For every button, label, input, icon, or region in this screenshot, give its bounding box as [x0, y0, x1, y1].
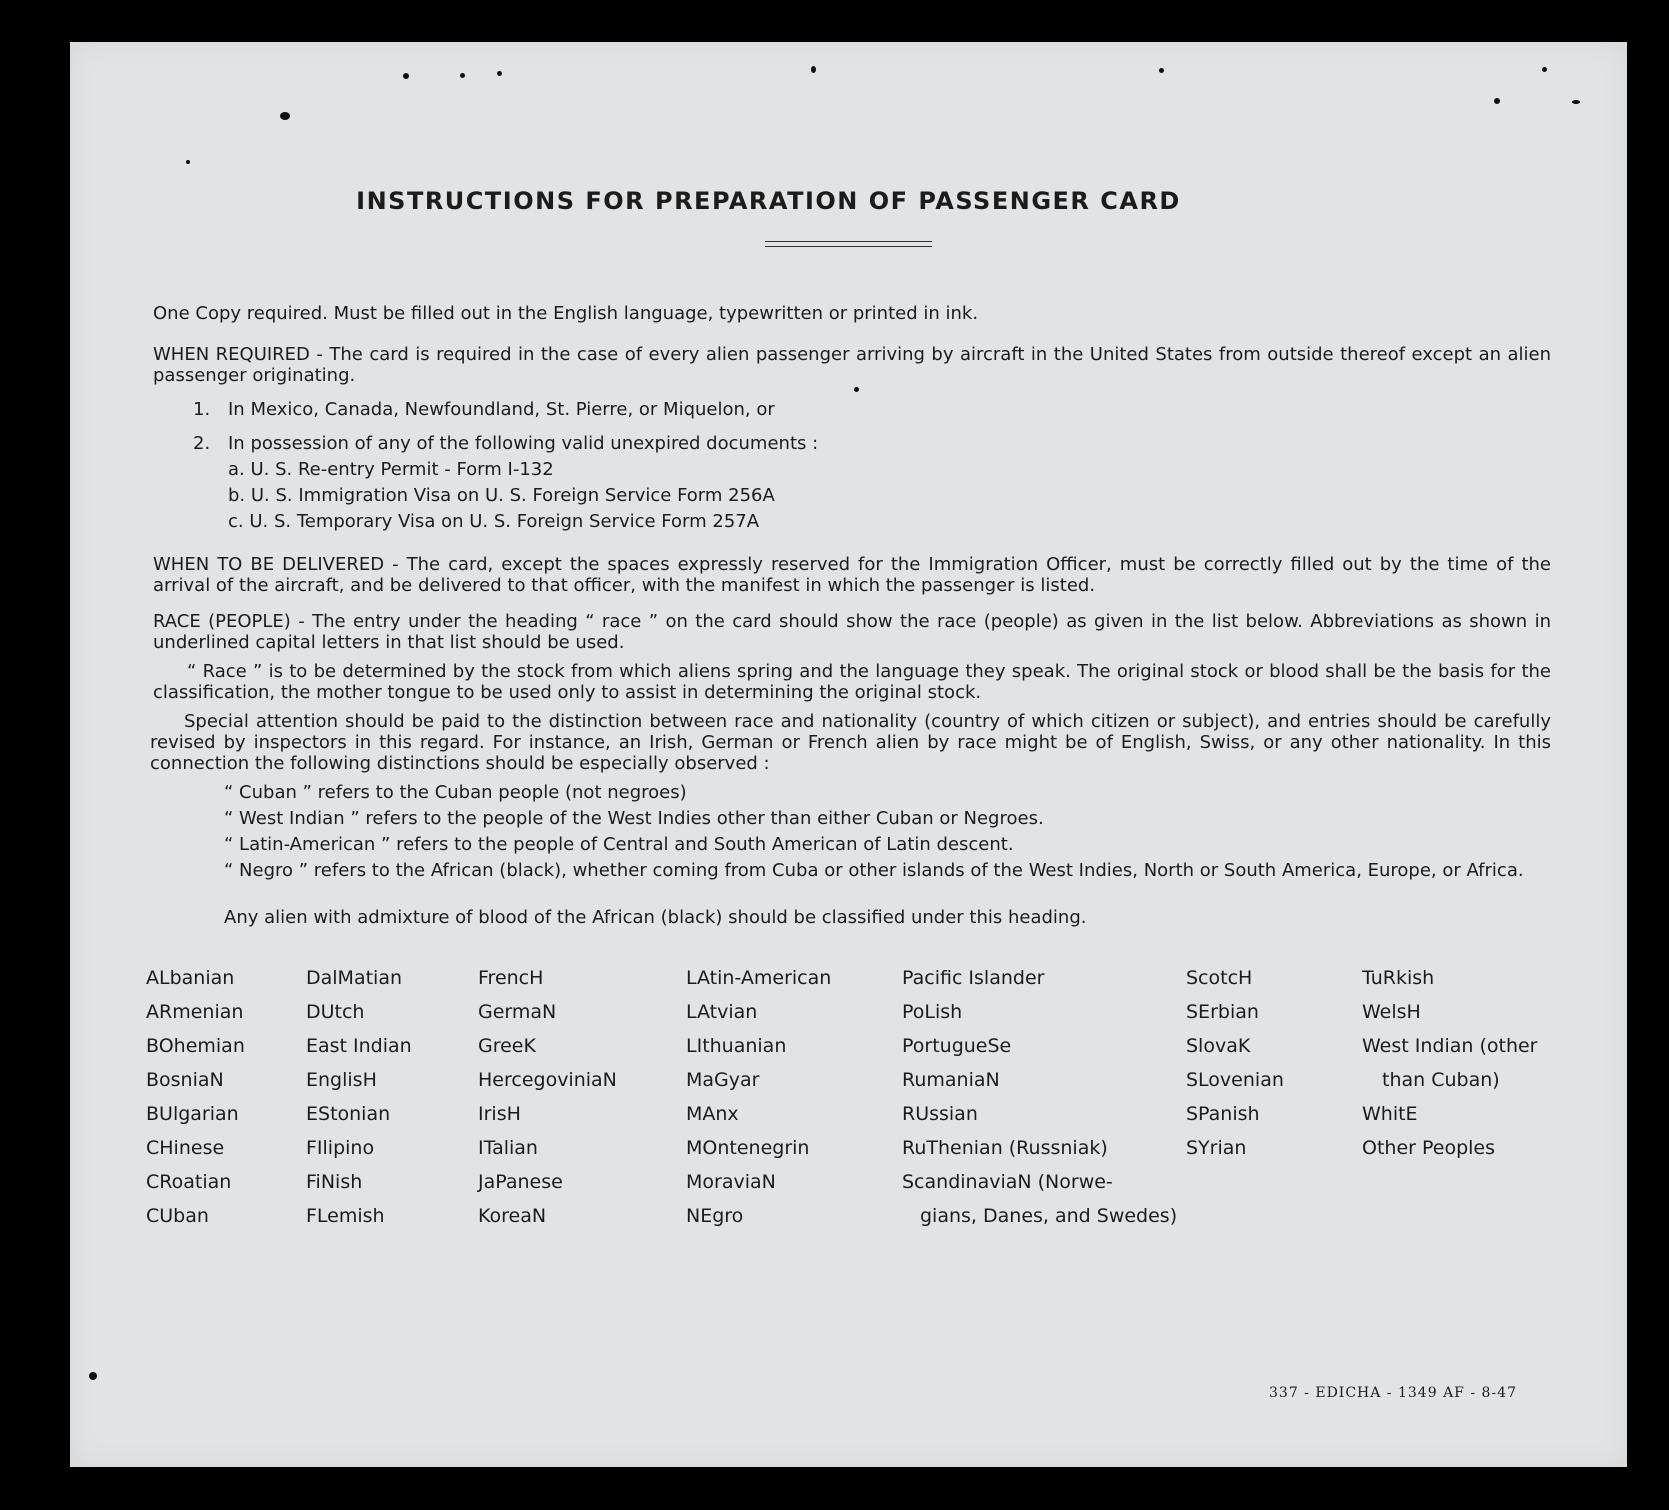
race-item: EStonian — [306, 1103, 391, 1125]
definition-west-indian: “ West Indian ” refers to the people of the West Indies other than either Cuban or Negroes. — [224, 808, 1044, 829]
race-item: than Cuban) — [1382, 1069, 1500, 1091]
sub-item: c. U. S. Temporary Visa on U. S. Foreign Service Form 257A — [228, 511, 760, 532]
race-item: IrisH — [478, 1103, 521, 1125]
race-item: FrencH — [478, 967, 544, 989]
admixture-note: Any alien with admixture of blood of the African (black) should be classified under this heading. — [224, 907, 1087, 928]
definition-negro: “ Negro ” refers to the African (black), whether coming from Cuba or other islands of the West Indies, North or South America, Europe, or Africa. — [224, 860, 1524, 881]
race-item: NEgro — [686, 1205, 744, 1227]
race-determined-paragraph: “ Race ” is to be determined by the stock from which aliens spring and the language they speak. The original stock or blood shall be the basis for the classification, the mother tongue to be used only to assist in determining the original stock. — [153, 661, 1551, 703]
sub-item: a. U. S. Re-entry Permit - Form I-132 — [228, 459, 554, 480]
race-item: MoraviaN — [686, 1171, 776, 1193]
sub-item: b. U. S. Immigration Visa on U. S. Foreign Service Form 256A — [228, 485, 775, 506]
race-column-2 — [306, 966, 412, 1238]
race-item: ARmenian — [146, 1001, 244, 1023]
race-item: SlovaK — [1186, 1035, 1251, 1057]
race-item: BUlgarian — [146, 1103, 239, 1125]
race-item: SErbian — [1186, 1001, 1259, 1023]
race-item: ScandinaviaN (Norwe- — [902, 1171, 1113, 1193]
race-item: PoLish — [902, 1001, 963, 1023]
scan-speck — [811, 66, 816, 73]
definition-cuban: “ Cuban ” refers to the Cuban people (not negroes) — [224, 782, 687, 803]
form-number-footer: 337 - EDICHA - 1349 AF - 8-47 — [1269, 1385, 1517, 1401]
race-item: SYrian — [1186, 1137, 1247, 1159]
race-item: gians, Danes, and Swedes) — [920, 1205, 1178, 1227]
race-item: PortugueSe — [902, 1035, 1012, 1057]
race-item: KoreaN — [478, 1205, 547, 1227]
race-item: DalMatian — [306, 967, 403, 989]
race-item: EnglisH — [306, 1069, 377, 1091]
definition-latin-american: “ Latin-American ” refers to the people of Central and South American of Latin descent. — [224, 834, 1014, 855]
list-item-text: In possession of any of the following valid unexpired documents : — [228, 433, 819, 454]
race-item: TuRkish — [1362, 967, 1435, 989]
race-item: RuThenian (Russniak) — [902, 1137, 1108, 1159]
race-item: East Indian — [306, 1035, 412, 1057]
when-required-paragraph: WHEN REQUIRED - The card is required in the case of every alien passenger arriving by aircraft in the United States from outside thereof except an alien passenger originating. — [153, 344, 1551, 386]
race-column-7 — [1362, 966, 1538, 1170]
race-item: DUtch — [306, 1001, 365, 1023]
race-item: LIthuanian — [686, 1035, 787, 1057]
list-number: 1. — [193, 399, 211, 420]
race-column-1 — [146, 966, 245, 1238]
race-item: MaGyar — [686, 1069, 760, 1091]
race-item: BosniaN — [146, 1069, 224, 1091]
race-item: FiNish — [306, 1171, 363, 1193]
scan-speck — [854, 387, 859, 392]
race-item: SPanish — [1186, 1103, 1260, 1125]
race-column-5 — [902, 966, 1177, 1238]
intro-paragraph: One Copy required. Must be filled out in the English language, typewritten or printed in ink. — [153, 303, 979, 324]
title-underline — [765, 241, 932, 247]
scan-speck — [1159, 68, 1164, 73]
race-item: LAtin-American — [686, 967, 832, 989]
scan-speck — [89, 1372, 97, 1380]
scan-speck — [460, 73, 465, 78]
race-item: SLovenian — [1186, 1069, 1284, 1091]
scan-speck — [280, 112, 290, 120]
race-item: RumaniaN — [902, 1069, 1000, 1091]
race-item: LAtvian — [686, 1001, 758, 1023]
race-item: West Indian (other — [1362, 1035, 1538, 1057]
race-item: CUban — [146, 1205, 209, 1227]
race-column-6 — [1186, 966, 1284, 1170]
race-item: ScotcH — [1186, 967, 1253, 989]
scan-speck — [1494, 98, 1500, 104]
race-column-3 — [478, 966, 617, 1238]
race-item: RUssian — [902, 1103, 978, 1125]
scan-speck — [1542, 67, 1547, 72]
race-item: JaPanese — [478, 1171, 563, 1193]
race-item: ITalian — [478, 1137, 538, 1159]
race-heading-paragraph: RACE (PEOPLE) - The entry under the heading “ race ” on the card should show the race (people) as given in the list below. Abbreviations as shown in underlined capital letters in that list should be used. — [153, 611, 1551, 653]
race-column-4 — [686, 966, 831, 1238]
race-item: MAnx — [686, 1103, 739, 1125]
special-attention-paragraph: Special attention should be paid to the distinction between race and nationality (country of which citizen or subject), and entries should be carefully revised by inspectors in this regard. For instance, an Irish, German or French alien by race might be of English, Swiss, or any other nationality. In this connection the following distinctions should be especially observed : — [150, 711, 1551, 774]
race-item: GreeK — [478, 1035, 536, 1057]
race-item: ALbanian — [146, 967, 235, 989]
race-item: FLemish — [306, 1205, 385, 1227]
list-number: 2. — [193, 433, 211, 454]
when-delivered-paragraph: WHEN TO BE DELIVERED - The card, except the spaces expressly reserved for the Immigration Officer, must be correctly filled out by the time of the arrival of the aircraft, and be delivered to that officer, with the manifest in which the passenger is listed. — [153, 554, 1551, 596]
race-item: CRoatian — [146, 1171, 232, 1193]
race-item: Other Peoples — [1362, 1137, 1496, 1159]
race-item: CHinese — [146, 1137, 225, 1159]
race-item: BOhemian — [146, 1035, 245, 1057]
scan-speck — [186, 160, 190, 164]
race-item: GermaN — [478, 1001, 557, 1023]
document-title: INSTRUCTIONS FOR PREPARATION OF PASSENGER CARD — [356, 187, 1181, 215]
race-item: MOntenegrin — [686, 1137, 810, 1159]
list-item-text: In Mexico, Canada, Newfoundland, St. Pierre, or Miquelon, or — [228, 399, 775, 420]
race-item: WelsH — [1362, 1001, 1421, 1023]
race-item: WhitE — [1362, 1103, 1418, 1125]
scan-speck — [403, 73, 409, 79]
scan-speck — [497, 71, 502, 76]
scan-speck — [1572, 100, 1580, 104]
race-item: HercegoviniaN — [478, 1069, 617, 1091]
race-item: Pacific Islander — [902, 967, 1045, 989]
race-item: FIlipino — [306, 1137, 375, 1159]
